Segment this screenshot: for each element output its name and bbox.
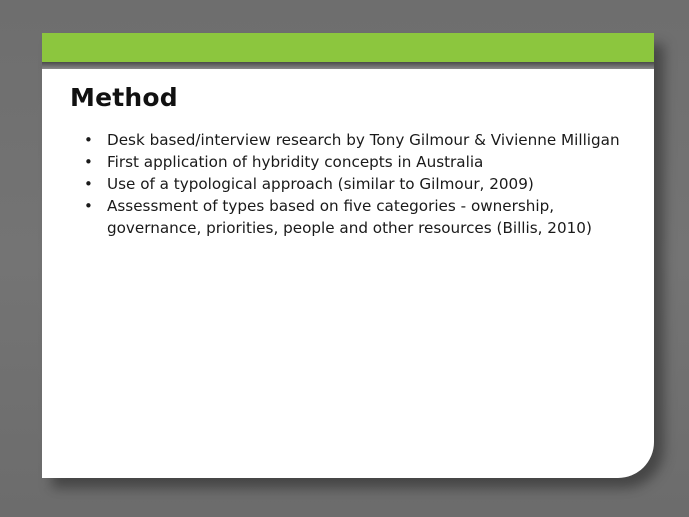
- bullet-text: Desk based/interview research by Tony Gilmour & Vivienne Milligan: [107, 131, 620, 149]
- bullet-dot-icon: •: [84, 153, 93, 171]
- slide-page: [42, 33, 654, 478]
- bullet-dot-icon: •: [84, 131, 93, 149]
- bullet-text: First application of hybridity concepts in Australia: [107, 153, 484, 171]
- bullet-list: [82, 129, 642, 239]
- bullet-dot-icon: •: [84, 197, 93, 215]
- bullet-dot-icon: •: [84, 175, 93, 193]
- slide-title: Method: [70, 83, 178, 112]
- bullet-text: Assessment of types based on five categories - ownership, governance, priorities, people and other resources (Billis, 2010): [107, 197, 592, 237]
- header-divider: [42, 62, 654, 69]
- bullet-item: [82, 151, 642, 173]
- bullet-item: [82, 129, 642, 151]
- bullet-item: [82, 173, 642, 195]
- bullet-text: Use of a typological approach (similar to Gilmour, 2009): [107, 175, 534, 193]
- bullet-item: [82, 195, 642, 239]
- green-header-bar: [42, 33, 654, 62]
